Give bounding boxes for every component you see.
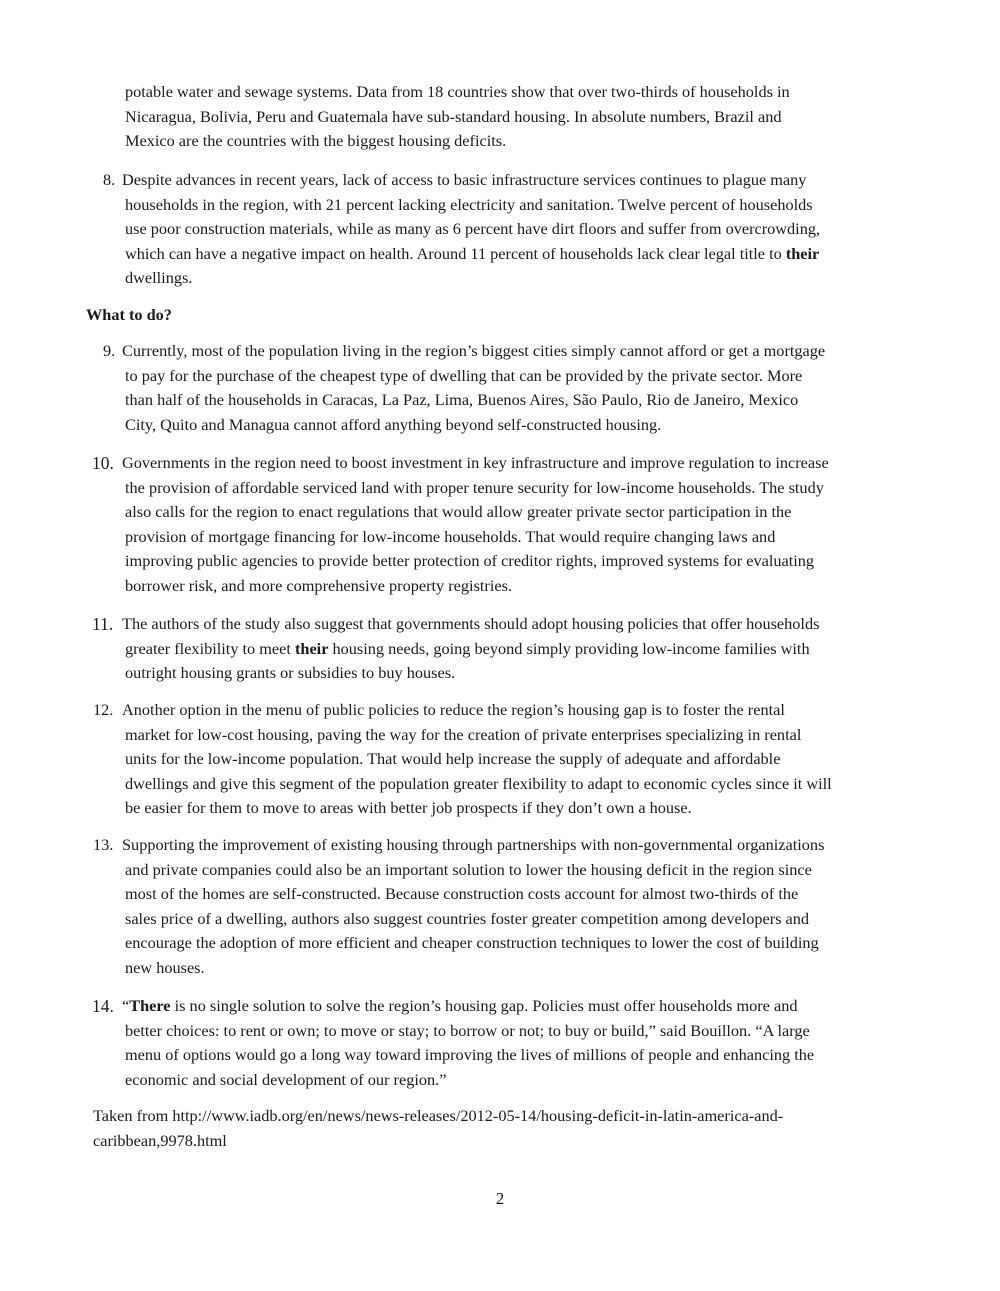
- text-line: The authors of the study also suggest that governments should adopt housing policies that offer households: [122, 614, 820, 633]
- text-run: “: [122, 996, 130, 1015]
- text-line: dwellings.: [125, 268, 193, 288]
- text-line: Despite advances in recent years, lack of access to basic infrastructure services continues to plague many: [122, 170, 807, 189]
- text-line: units for the low-income population. That would help increase the supply of adequate and affordable: [125, 749, 781, 769]
- text-line: Another option in the menu of public policies to reduce the region’s housing gap is to foster the rental: [122, 700, 785, 719]
- text-line: use poor construction materials, while as many as 6 percent have dirt floors and suffer from overcrowding,: [125, 219, 821, 239]
- text-line: economic and social development of our region.”: [125, 1069, 447, 1089]
- text-line: City, Quito and Managua cannot afford anything beyond self-constructed housing.: [125, 414, 662, 434]
- text-line: households in the region, with 21 percent lacking electricity and sanitation. Twelve percent of households: [125, 194, 813, 214]
- text-line: [122, 242, 912, 267]
- source-line: Taken from http://www.iadb.org/en/news/news-releases/2012-05-14/housing-deficit-in-latin-america-and-: [93, 1106, 784, 1125]
- text-line: Governments in the region need to boost investment in key infrastructure and improve regulation to increase: [122, 453, 829, 472]
- item-number: 10.: [92, 453, 114, 473]
- item-number: 13.: [93, 835, 114, 854]
- text-run: housing needs, going beyond simply providing low-income families with: [328, 638, 810, 658]
- text-line: borrower risk, and more comprehensive property registries.: [125, 575, 513, 595]
- item-text: [122, 451, 912, 599]
- text-line: [122, 637, 912, 662]
- item-number: 12.: [93, 700, 114, 719]
- text-line: the provision of affordable serviced land with proper tenure security for low-income households. The study: [125, 477, 824, 497]
- text-line: outright housing grants or subsidies to buy houses.: [125, 663, 456, 683]
- text-line: encourage the adoption of more efficient and cheaper construction techniques to lower the cost of building: [125, 933, 819, 953]
- intro-paragraph: [125, 80, 915, 154]
- text-line: better choices: to rent or own; to move or stay; to borrow or not; to buy or build,” said Bouillon. “A large: [125, 1020, 810, 1040]
- item-text: [122, 612, 912, 686]
- text-line: Supporting the improvement of existing housing through partnerships with non-governmental organizations: [122, 835, 825, 854]
- text-line: sales price of a dwelling, authors also suggest countries foster greater competition among developers and: [125, 908, 810, 928]
- emphasized-word: their: [785, 243, 820, 263]
- page-number: 2: [495, 1189, 505, 1208]
- text-line: menu of options would go a long way toward improving the lives of millions of people and enhancing the: [125, 1045, 815, 1065]
- text-run: greater flexibility to meet: [125, 638, 295, 658]
- item-number: 8.: [103, 170, 116, 189]
- text-line: dwellings and give this segment of the population greater flexibility to adapt to economic cycles since it will: [125, 773, 832, 793]
- item-text: [122, 698, 912, 821]
- item-text: [122, 994, 912, 1092]
- text-line: Mexico are the countries with the biggest housing deficits.: [125, 131, 507, 151]
- section-heading: What to do?: [86, 305, 172, 324]
- text-line: most of the homes are self-constructed. Because construction costs account for almost two-thirds of the: [125, 884, 799, 904]
- text-line: provision of mortgage financing for low-income households. That would require changing laws and: [125, 526, 776, 546]
- text-line: [122, 994, 912, 1019]
- item-text: [122, 833, 912, 981]
- text-line: improving public agencies to provide better protection of creditor rights, improved systems for evaluating: [125, 551, 815, 571]
- text-line: be easier for them to move to areas with better job prospects if they don’t own a house.: [125, 798, 692, 818]
- text-line: also calls for the region to enact regulations that would allow greater private sector participation in the: [125, 502, 792, 522]
- text-line: Currently, most of the population living in the region’s biggest cities simply cannot afford or get a mortgage: [122, 341, 826, 360]
- text-line: new houses.: [125, 957, 205, 977]
- text-run: which can have a negative impact on health. Around 11 percent of households lack clear legal title to: [125, 243, 786, 263]
- emphasized-word: their: [294, 638, 329, 658]
- text-line: to pay for the purchase of the cheapest type of dwelling that can be provided by the private sector. More: [125, 365, 803, 385]
- text-run: is no single solution to solve the region’s housing gap. Policies must offer households more and: [170, 996, 798, 1015]
- source-citation: [93, 1104, 913, 1153]
- text-line: and private companies could also be an important solution to lower the housing deficit in the region since: [125, 859, 812, 879]
- text-line: market for low-cost housing, paving the way for the creation of private enterprises specializing in rental: [125, 724, 802, 744]
- item-text: [122, 339, 912, 437]
- item-number: 9.: [103, 341, 116, 360]
- text-line: than half of the households in Caracas, La Paz, Lima, Buenos Aires, São Paulo, Rio de Janeiro, Mexico: [125, 390, 799, 410]
- source-line: caribbean,9978.html: [93, 1130, 227, 1150]
- item-text: [122, 168, 912, 291]
- item-number: 14.: [92, 996, 114, 1016]
- text-line: potable water and sewage systems. Data from 18 countries show that over two-thirds of households in: [125, 82, 790, 101]
- item-number: 11.: [92, 614, 114, 634]
- text-line: Nicaragua, Bolivia, Peru and Guatemala have sub-standard housing. In absolute numbers, Brazil and: [125, 106, 782, 126]
- emphasized-word: There: [129, 996, 171, 1015]
